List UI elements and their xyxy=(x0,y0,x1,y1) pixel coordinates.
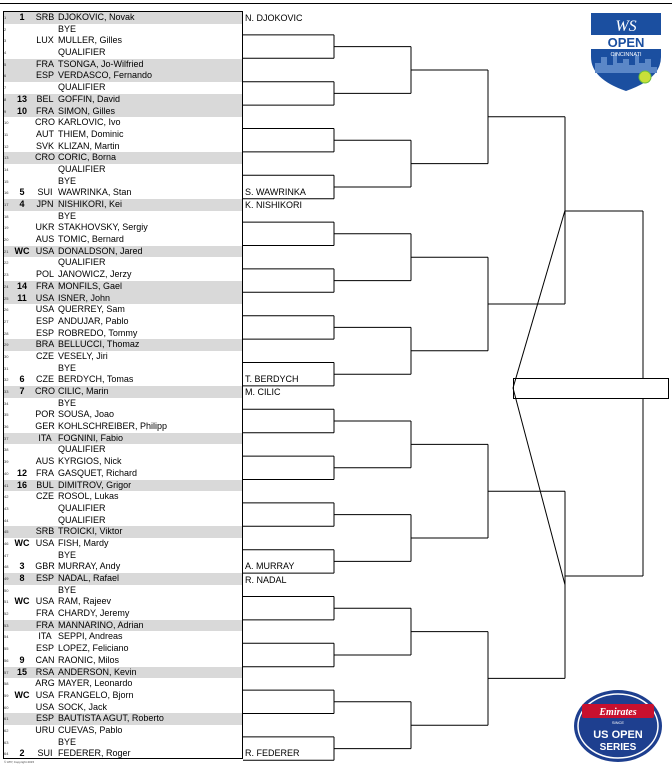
player-name: SOCK, Jack xyxy=(58,701,108,712)
draw-position: 23 xyxy=(4,272,9,278)
draw-position: 64 xyxy=(4,751,9,757)
draw-position: 21 xyxy=(4,248,9,254)
draw-position: 31 xyxy=(4,365,9,371)
draw-position: 49 xyxy=(4,576,9,581)
country-code: ESP xyxy=(35,327,54,338)
player-name: QUALIFIER xyxy=(58,514,106,525)
country-code: CRO xyxy=(35,152,55,163)
player-name: CHARDY, Jeremy xyxy=(58,608,130,619)
city-word: CINCINNATI xyxy=(610,52,642,58)
country-code: ESP xyxy=(35,70,54,81)
draw-position: 3 xyxy=(4,38,7,44)
country-code: LUX xyxy=(36,35,54,46)
country-code: CZE xyxy=(36,350,54,361)
draw-position: 35 xyxy=(4,412,9,418)
country-code: SRB xyxy=(35,526,55,537)
player-name: FOGNINI, Fabio xyxy=(58,432,124,443)
draw-position: 13 xyxy=(4,155,9,161)
country-code: SVK xyxy=(35,140,54,151)
seed-label: 11 xyxy=(17,292,27,303)
footnote: © ATP, Copyright 2015 xyxy=(4,760,35,764)
country-code: GBR xyxy=(35,561,55,572)
draw-position: 59 xyxy=(4,692,9,698)
country-code: BRA xyxy=(35,339,55,350)
country-code: FRA xyxy=(36,608,54,619)
player-name: VESELY, Jiri xyxy=(58,350,108,361)
draw-position: 36 xyxy=(4,424,9,430)
country-code: SUI xyxy=(37,748,53,759)
player-name: KARLOVIC, Ivo xyxy=(58,117,121,128)
seed-label: 12 xyxy=(16,467,27,478)
player-name: BYE xyxy=(58,584,77,595)
player-name: TROICKI, Viktor xyxy=(58,526,123,537)
draw-position: 7 xyxy=(4,85,7,91)
draw-position: 48 xyxy=(4,564,9,570)
draw-position: 29 xyxy=(4,342,9,348)
country-code: ITA xyxy=(38,631,52,642)
player-name: MONFILS, Gael xyxy=(58,280,123,291)
country-code: USA xyxy=(35,537,55,548)
draw-position: 12 xyxy=(4,143,9,149)
player-name: ANDUJAR, Pablo xyxy=(58,315,129,326)
player-name: WAWRINKA, Stan xyxy=(58,187,132,198)
player-name: MULLER, Gilles xyxy=(58,35,123,46)
country-code: ESP xyxy=(35,315,54,326)
player-name: CUEVAS, Pablo xyxy=(58,724,123,735)
country-code: USA xyxy=(35,701,55,712)
sponsor-sub: SINCE xyxy=(611,720,625,725)
seed-label: 8 xyxy=(19,573,25,583)
player-name: MURRAY, Andy xyxy=(58,561,121,572)
draw-position: 57 xyxy=(4,669,9,675)
player-name: MAYER, Leonardo xyxy=(58,678,133,689)
seed-label: WC xyxy=(14,596,30,607)
player-name: RAM, Rajeev xyxy=(58,596,112,607)
western-southern-open-logo xyxy=(583,7,669,93)
country-code: BUL xyxy=(36,479,54,490)
draw-position: 46 xyxy=(4,540,9,546)
draw-position: 20 xyxy=(4,237,9,243)
player-name: BYE xyxy=(58,362,77,373)
country-code: CRO xyxy=(35,117,55,128)
sponsor-name: Emirates xyxy=(599,707,637,718)
country-code: SRB xyxy=(35,12,55,22)
draw-position: 55 xyxy=(4,646,9,652)
draw-position: 47 xyxy=(4,552,9,558)
draw-position: 37 xyxy=(4,435,9,441)
country-code: CAN xyxy=(35,654,55,665)
draw-position: 25 xyxy=(4,295,9,301)
player-name: GASQUET, Richard xyxy=(58,467,138,478)
player-name: SEPPI, Andreas xyxy=(58,631,123,642)
seed-label: 13 xyxy=(16,93,27,104)
player-name: NISHIKORI, Kei xyxy=(58,199,123,209)
seed-label: 14 xyxy=(16,280,27,291)
player-name: BELLUCCI, Thomaz xyxy=(58,339,140,350)
draw-position: 5 xyxy=(4,61,7,67)
draw-position: 44 xyxy=(4,517,9,523)
draw-position: 18 xyxy=(4,213,9,219)
draw-position: 8 xyxy=(4,96,7,102)
draw-position: 51 xyxy=(4,599,9,605)
country-code: USA xyxy=(35,596,55,607)
player-name: CORIC, Borna xyxy=(58,152,117,163)
draw-position: 33 xyxy=(4,389,9,394)
player-name: ANDERSON, Kevin xyxy=(58,666,137,677)
draw-position: 50 xyxy=(4,587,9,593)
draw-position: 22 xyxy=(4,260,9,266)
draw-position: 60 xyxy=(4,704,9,710)
player-name: QUALIFIER xyxy=(58,47,106,58)
player-name: KOHLSCHREIBER, Philipp xyxy=(58,421,168,432)
draw-position: 27 xyxy=(4,318,9,324)
series-line-2: SERIES xyxy=(599,742,637,753)
draw-position: 16 xyxy=(4,190,9,196)
player-name: BYE xyxy=(58,549,77,560)
player-name: FRANGELO, Bjorn xyxy=(58,689,134,700)
player-name: BYE xyxy=(58,175,77,186)
bracket-line xyxy=(513,210,565,388)
draw-position: 19 xyxy=(4,225,9,231)
player-name: BAUTISTA AGUT, Roberto xyxy=(58,713,164,724)
draw-position: 41 xyxy=(4,482,9,488)
draw-position: 45 xyxy=(4,529,9,535)
seed-label: WC xyxy=(14,245,30,256)
seed-label: 5 xyxy=(19,187,25,198)
draw-position: 15 xyxy=(4,178,9,184)
draw-position: 17 xyxy=(4,202,9,207)
player-name: BYE xyxy=(58,397,77,408)
draw-position: 6 xyxy=(4,73,7,79)
country-code: AUT xyxy=(36,128,54,139)
country-code: FRA xyxy=(36,619,54,630)
draw-position: 28 xyxy=(4,330,9,336)
country-code: URU xyxy=(35,724,55,735)
player-name: QUALIFIER xyxy=(58,163,106,174)
country-code: CZE xyxy=(36,374,54,385)
draw-position: 10 xyxy=(4,120,9,126)
country-code: FRA xyxy=(36,105,54,116)
country-code: USA xyxy=(35,304,55,315)
player-name: THIEM, Dominic xyxy=(58,128,124,139)
draw-position: 32 xyxy=(4,377,9,383)
draw-position: 2 xyxy=(4,26,7,32)
player-name: DONALDSON, Jared xyxy=(58,245,143,256)
player-name: BYE xyxy=(58,23,77,34)
seed-label: 9 xyxy=(19,654,25,665)
draw-position: 26 xyxy=(4,307,9,313)
player-name: BERDYCH, Tomas xyxy=(58,374,134,385)
draw-position: 56 xyxy=(4,657,9,663)
country-code: USA xyxy=(35,245,55,256)
round-two-player: A. MURRAY xyxy=(245,560,295,571)
country-code: USA xyxy=(35,292,55,303)
draw-position: 54 xyxy=(4,634,9,640)
draw-position: 4 xyxy=(4,50,7,56)
seed-label: 6 xyxy=(19,374,25,385)
round-two-player: N. DJOKOVIC xyxy=(245,13,303,23)
player-name: KYRGIOS, Nick xyxy=(58,456,122,467)
draw-position: 52 xyxy=(4,611,9,617)
player-name: DIMITROV, Grigor xyxy=(58,479,132,490)
draw-position: 43 xyxy=(4,505,9,511)
player-name: BYE xyxy=(58,210,77,221)
seed-label: WC xyxy=(14,689,30,700)
country-code: CZE xyxy=(36,491,54,502)
country-code: FRA xyxy=(36,467,54,478)
draw-position: 1 xyxy=(4,15,7,20)
country-code: ESP xyxy=(35,643,54,654)
final-winner-box xyxy=(513,378,669,399)
open-word: OPEN xyxy=(607,35,645,50)
player-name: KLIZAN, Martin xyxy=(58,140,120,151)
player-name: QUALIFIER xyxy=(58,502,106,513)
draw-position: 11 xyxy=(4,131,9,137)
round-two-player: S. WAWRINKA xyxy=(245,186,306,197)
country-code: FRA xyxy=(36,280,54,291)
seed-label: 1 xyxy=(19,12,25,22)
country-code: ITA xyxy=(38,432,52,443)
player-name: GOFFIN, David xyxy=(58,93,121,104)
player-name: QUALIFIER xyxy=(58,82,106,93)
seed-label: WC xyxy=(14,537,30,548)
round-two-player: M. CILIC xyxy=(245,387,281,398)
draw-position: 61 xyxy=(4,716,9,722)
draw-position: 42 xyxy=(4,494,9,500)
player-name: ISNER, John xyxy=(58,292,111,303)
round-two-player: T. BERDYCH xyxy=(245,373,299,384)
round-two-player: R. FEDERER xyxy=(245,748,300,759)
country-code: RSA xyxy=(35,666,55,677)
country-code: FRA xyxy=(36,58,54,69)
seed-label: 10 xyxy=(16,105,27,116)
player-name: FEDERER, Roger xyxy=(58,748,131,759)
country-code: CRO xyxy=(35,386,55,396)
draw-position: 53 xyxy=(4,622,9,628)
country-code: JPN xyxy=(36,199,54,209)
country-code: POR xyxy=(35,409,55,420)
seed-label: 16 xyxy=(16,479,27,490)
player-name: BYE xyxy=(58,736,77,747)
country-code: ARG xyxy=(35,678,55,689)
country-code: USA xyxy=(35,689,55,700)
draw-position: 58 xyxy=(4,681,9,687)
country-code: ESP xyxy=(35,713,54,724)
seed-label: 7 xyxy=(19,386,25,396)
player-name: QUALIFIER xyxy=(58,257,106,268)
country-code: SUI xyxy=(37,187,53,198)
player-name: LOPEZ, Feliciano xyxy=(58,643,129,654)
player-name: QUALIFIER xyxy=(58,444,106,455)
draw-position: 14 xyxy=(4,166,9,172)
country-code: GER xyxy=(35,421,55,432)
draw-position: 62 xyxy=(4,727,9,733)
draw-position: 24 xyxy=(4,283,9,289)
player-name: SOUSA, Joao xyxy=(58,409,115,420)
country-code: BEL xyxy=(36,93,54,104)
player-name: FISH, Mardy xyxy=(58,537,109,548)
bracket-line xyxy=(513,388,565,585)
draw-position: 9 xyxy=(4,108,7,114)
seed-label: 4 xyxy=(19,199,25,209)
player-name: CILIC, Marin xyxy=(58,386,109,396)
country-code: ESP xyxy=(35,573,54,583)
player-name: QUERREY, Sam xyxy=(58,304,125,315)
country-code: UKR xyxy=(35,222,55,233)
player-name: SIMON, Gilles xyxy=(58,105,116,116)
draw-position: 30 xyxy=(4,353,9,359)
ws-monogram: WS xyxy=(615,18,637,35)
draw-position: 40 xyxy=(4,470,9,476)
player-name: TSONGA, Jo-Wilfried xyxy=(58,58,144,69)
us-open-series-logo xyxy=(572,688,664,764)
country-code: AUS xyxy=(35,456,55,467)
player-name: TOMIC, Bernard xyxy=(58,234,124,245)
player-name: DJOKOVIC, Novak xyxy=(58,12,135,22)
seed-label: 3 xyxy=(19,561,25,572)
draw-position: 63 xyxy=(4,739,9,745)
player-name: ROBREDO, Tommy xyxy=(58,327,138,338)
draw-position: 38 xyxy=(4,447,9,453)
player-name: RAONIC, Milos xyxy=(58,654,120,665)
seed-label: 15 xyxy=(16,666,27,677)
player-name: STAKHOVSKY, Sergiy xyxy=(58,222,148,233)
tennis-ball-icon xyxy=(639,71,651,83)
player-name: VERDASCO, Fernando xyxy=(58,70,153,81)
country-code: AUS xyxy=(35,234,55,245)
country-code: POL xyxy=(35,269,54,280)
player-name: MANNARINO, Adrian xyxy=(58,619,144,630)
player-name: NADAL, Rafael xyxy=(58,573,120,583)
player-name: JANOWICZ, Jerzy xyxy=(58,269,132,280)
round-two-player: R. NADAL xyxy=(245,574,287,585)
series-line-1: US OPEN xyxy=(593,729,643,741)
seed-label: 2 xyxy=(19,748,25,759)
draw-position: 39 xyxy=(4,459,9,465)
round-two-player: K. NISHIKORI xyxy=(245,200,303,211)
draw-position: 34 xyxy=(4,400,9,406)
player-name: ROSOL, Lukas xyxy=(58,491,119,502)
